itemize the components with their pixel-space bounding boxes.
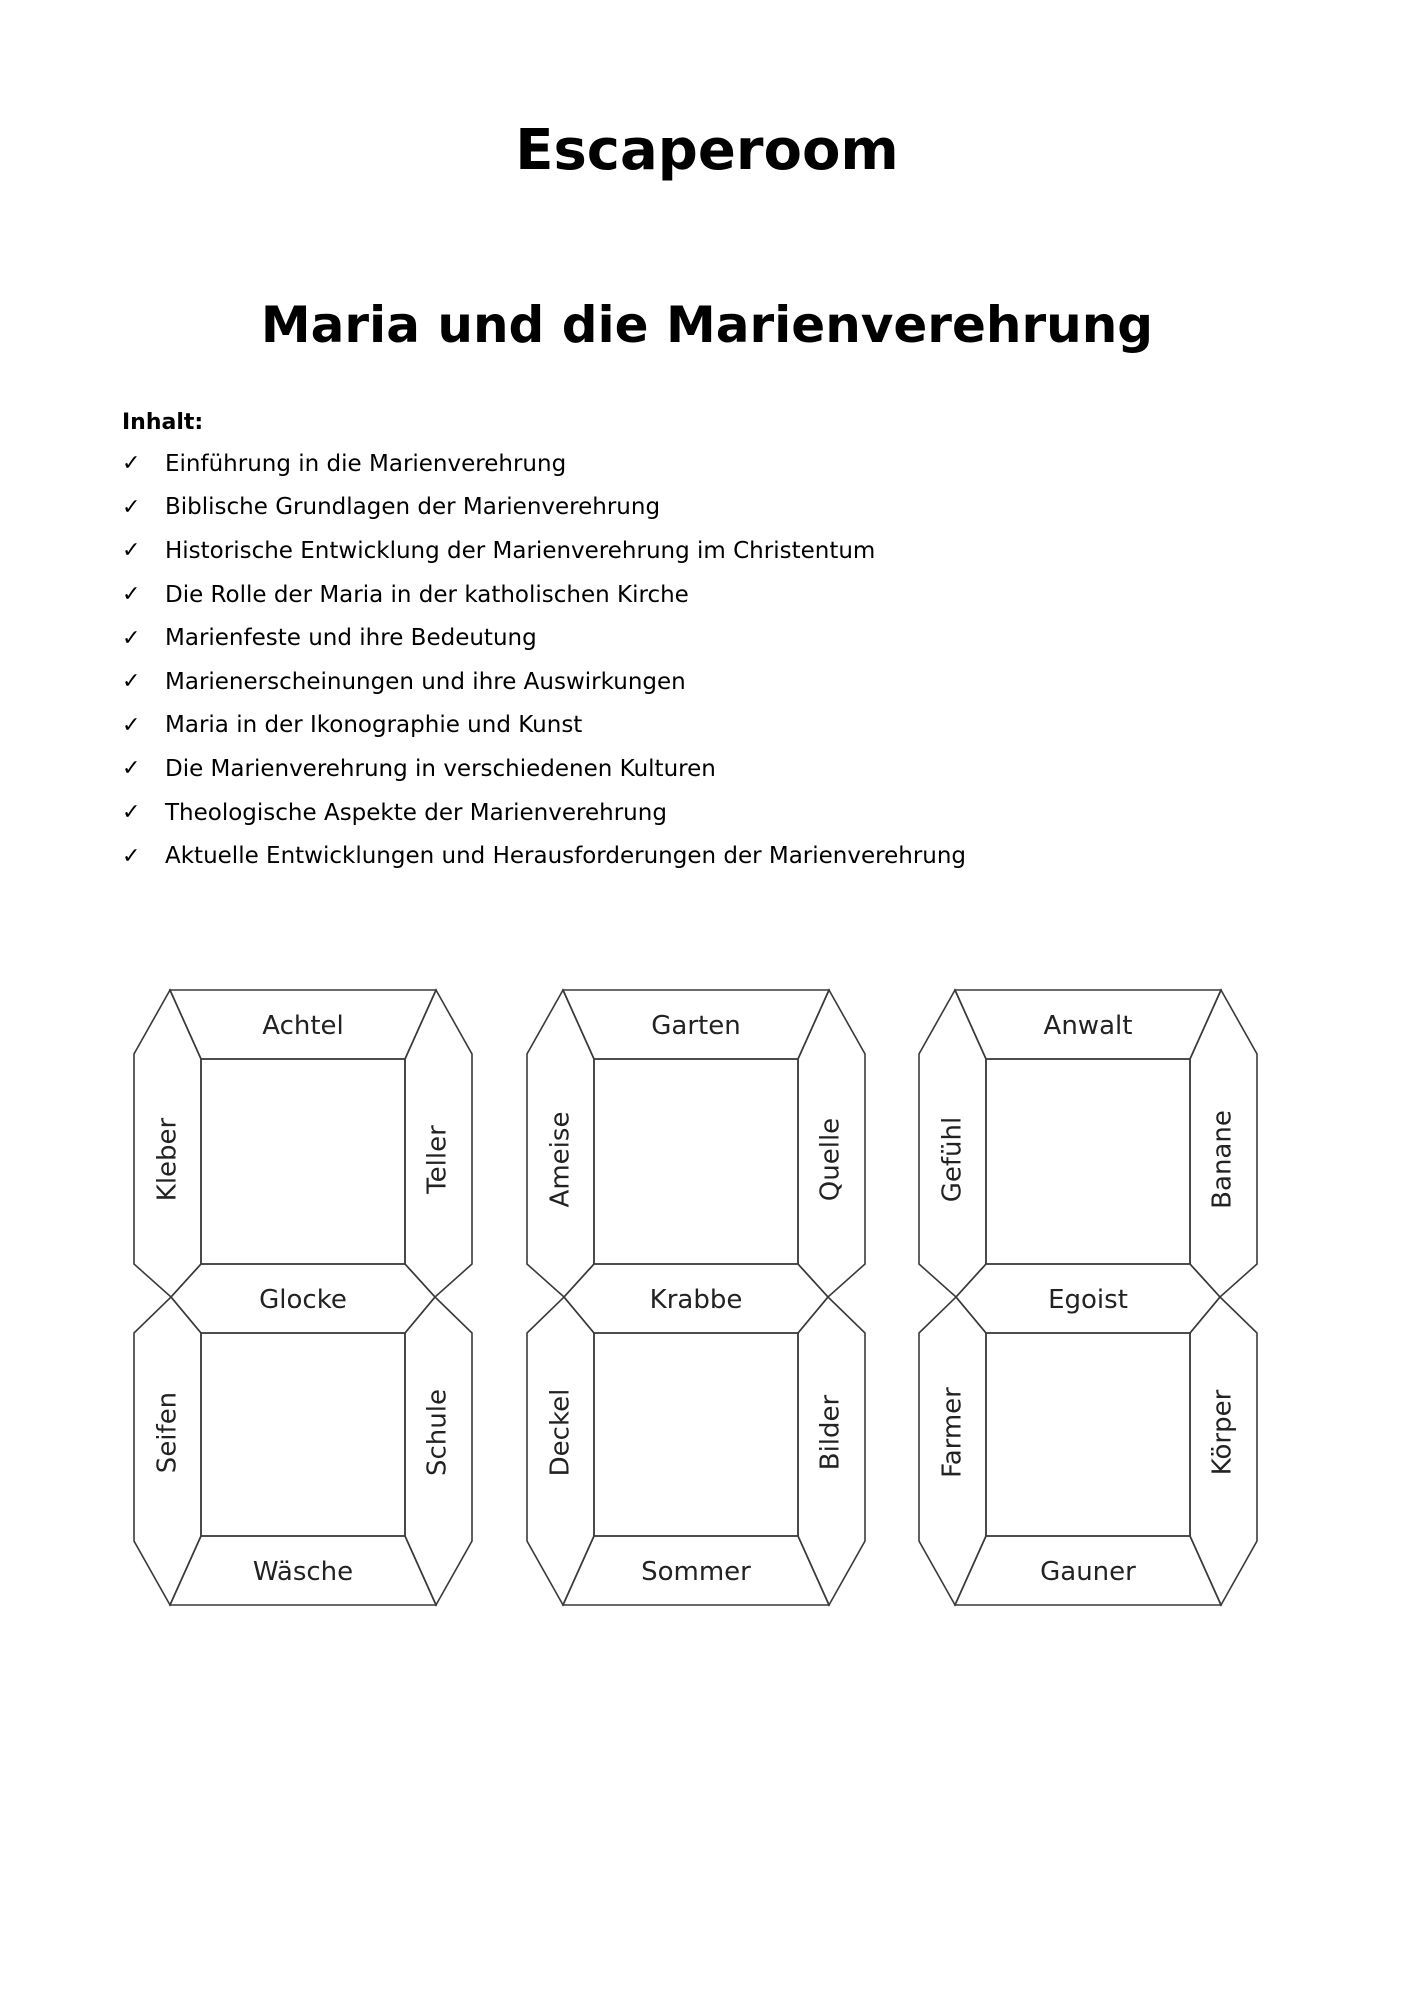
puzzle-figure	[527, 990, 865, 1605]
contents-item-label: Biblische Grundlagen der Marienverehrung	[165, 494, 661, 521]
upper-square	[201, 1059, 405, 1264]
segment-label: Farmer	[937, 1387, 968, 1478]
lower-square	[594, 1333, 798, 1536]
segment-label: Gauner	[1040, 1557, 1136, 1587]
segment-label: Gefühl	[937, 1116, 968, 1203]
segment-label: Bilder	[815, 1394, 846, 1471]
checkmark-icon: ✓	[122, 843, 141, 869]
lower-square	[986, 1333, 1190, 1536]
segment-label: Achtel	[262, 1011, 344, 1041]
checkmark-icon: ✓	[122, 451, 141, 477]
page-subtitle: Maria und die Marienverehrung	[260, 296, 1154, 354]
checkmark-icon: ✓	[122, 538, 141, 564]
segment-label: Garten	[651, 1011, 741, 1041]
segment-label: Krabbe	[649, 1285, 743, 1315]
contents-item-label: Einführung in die Marienverehrung	[165, 450, 567, 477]
upper-square	[594, 1059, 798, 1264]
segment-label: Seifen	[152, 1391, 183, 1474]
upper-square	[986, 1059, 1190, 1264]
contents-item-label: Historische Entwicklung der Marienverehrung im Christentum	[165, 537, 876, 564]
segment-label: Quelle	[815, 1117, 846, 1202]
contents-item-label: Marienerscheinungen und ihre Auswirkungen	[165, 668, 686, 695]
contents-item-label: Die Rolle der Maria in der katholischen Kirche	[165, 581, 689, 608]
contents-item-label: Marienfeste und ihre Bedeutung	[165, 625, 537, 652]
contents-heading: Inhalt:	[122, 410, 204, 435]
segment-label: Egoist	[1048, 1285, 1128, 1315]
checkmark-icon: ✓	[122, 494, 141, 520]
lower-square	[201, 1333, 405, 1536]
checkmark-icon: ✓	[122, 712, 141, 738]
contents-item-label: Theologische Aspekte der Marienverehrung	[165, 799, 667, 826]
checkmark-icon: ✓	[122, 625, 141, 651]
segment-label: Sommer	[641, 1557, 751, 1587]
checkmark-icon: ✓	[122, 800, 141, 826]
segment-label: Ameise	[545, 1111, 576, 1208]
checkmark-icon: ✓	[122, 756, 141, 782]
segment-label: Banane	[1207, 1110, 1238, 1209]
segment-label: Körper	[1207, 1389, 1238, 1476]
segment-label: Deckel	[545, 1388, 576, 1477]
contents-item-label: Die Marienverehrung in verschiedenen Kulturen	[165, 755, 716, 782]
contents-item-label: Maria in der Ikonographie und Kunst	[165, 712, 583, 739]
puzzle-figure	[134, 990, 472, 1605]
page-title: Escaperoom	[515, 118, 899, 183]
checkmark-icon: ✓	[122, 669, 141, 695]
contents-item-label: Aktuelle Entwicklungen und Herausforderungen der Marienverehrung	[165, 843, 967, 870]
segment-label: Kleber	[152, 1117, 183, 1202]
puzzle-figure	[919, 990, 1257, 1605]
segment-label: Teller	[422, 1125, 453, 1194]
segment-label: Wäsche	[252, 1557, 354, 1587]
segment-label: Schule	[422, 1389, 453, 1476]
segment-label: Anwalt	[1043, 1011, 1133, 1041]
segment-label: Glocke	[259, 1285, 347, 1315]
checkmark-icon: ✓	[122, 582, 141, 608]
